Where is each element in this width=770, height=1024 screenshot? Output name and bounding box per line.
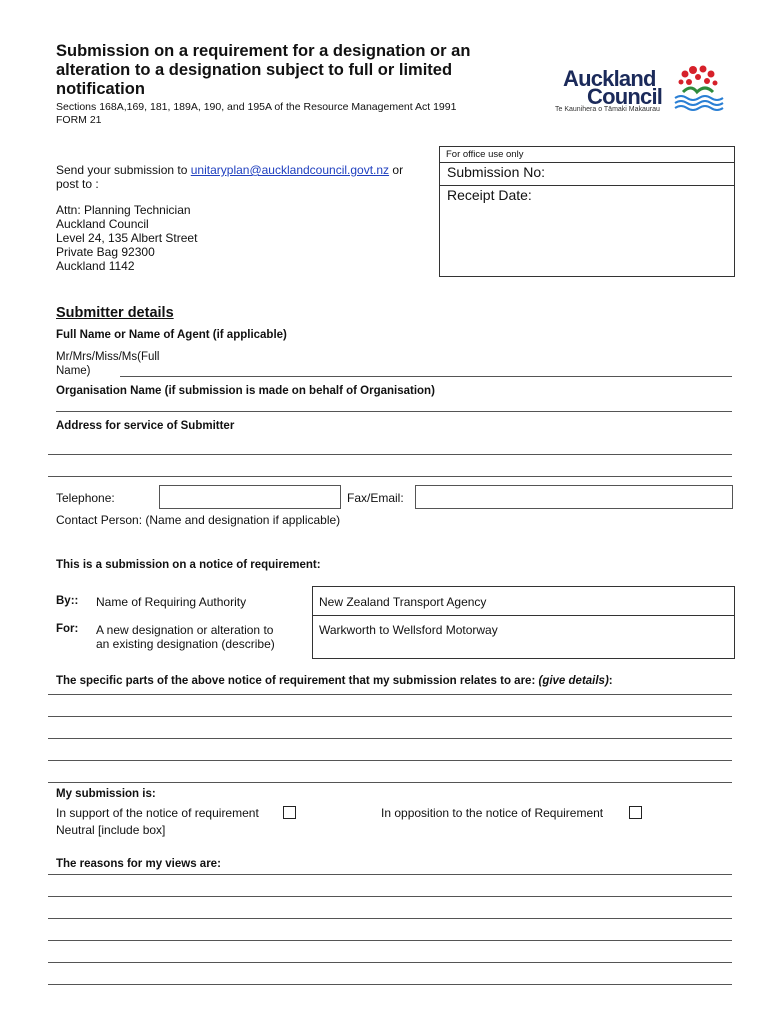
office-use-heading: For office use only [446,149,524,160]
logo-word-council: Council [587,84,663,109]
submitter-details-heading: Submitter details [56,305,174,321]
by-description: Name of Requiring Authority [96,595,247,609]
details-line[interactable] [48,716,732,717]
for-label: For: [56,623,79,635]
reasons-heading: The reasons for my views are: [56,858,221,870]
full-name-field[interactable] [120,376,732,377]
fax-email-label: Fax/Email: [347,491,404,505]
form-subtitle [56,101,456,127]
my-submission-heading: My submission is: [56,788,156,800]
support-checkbox[interactable] [283,806,296,819]
title-line: Name) [56,365,91,377]
details-line[interactable] [48,738,732,739]
email-link[interactable]: unitaryplan@aucklandcouncil.govt.nz [190,163,390,177]
details-line[interactable] [48,760,732,761]
telephone-input[interactable] [159,485,341,509]
telephone-label: Telephone: [56,491,115,505]
reasons-line[interactable] [48,962,732,963]
pohutukawa-icon [665,62,729,114]
address-line: Attn: Planning Technician [56,203,191,217]
postal-address [56,203,197,273]
parts-heading-italic: (give details) [538,675,609,687]
requirement-heading: This is a submission on a notice of requirement: [56,559,321,571]
address-field-line[interactable] [48,476,732,477]
designation-value[interactable]: Warkworth to Wellsford Motorway [319,623,498,637]
by-label: By:: [56,595,79,607]
logo-word-auckland: Auckland [563,66,656,91]
title-line: Mr/Mrs/Miss/Ms(Full [56,351,160,363]
specific-parts-heading [56,675,613,687]
reasons-line[interactable] [48,874,732,875]
send-suffix: or [392,163,404,177]
neutral-label: Neutral [include box] [56,823,166,837]
send-instructions [56,163,436,191]
reasons-line[interactable] [48,940,732,941]
reasons-line[interactable] [48,918,732,919]
support-label: In support of the notice of requirement [56,806,259,820]
logo-tagline: Te Kaunihera o Tāmaki Makaurau [555,106,660,113]
parts-heading-text: The specific parts of the above notice of requirement that my submission relates to are: [56,675,539,687]
for-description [96,623,275,651]
oppose-label: In opposition to the notice of Requirement [381,806,604,820]
organisation-label: Organisation Name (if submission is made on behalf of Organisation) [56,385,435,397]
for-desc-line: an existing designation (describe) [96,637,275,651]
send-prefix: Send your submission to [56,163,188,177]
organisation-field[interactable] [56,411,732,412]
address-line: Auckland Council [56,217,149,231]
office-use-box [439,146,735,277]
address-field-line[interactable] [48,454,732,455]
address-line: Private Bag 92300 [56,245,155,259]
contact-person-label: Contact Person: (Name and designation if applicable) [56,513,341,527]
for-desc-line: A new designation or alteration to [96,623,274,637]
details-line[interactable] [48,782,732,783]
details-line[interactable] [48,694,732,695]
requiring-authority-value[interactable]: New Zealand Transport Agency [319,595,487,609]
requirement-table [312,586,735,659]
post-to: post to : [56,177,99,191]
parts-heading-suffix: : [608,675,613,687]
address-label: Address for service of Submitter [56,420,235,432]
oppose-checkbox[interactable] [629,806,642,819]
form-title: Submission on a requirement for a designation or an alteration to a designation subject to full or limited notification [56,42,471,98]
auckland-council-logo [553,62,738,122]
full-name-label: Full Name or Name of Agent (if applicable) [56,329,287,341]
title-label [56,350,159,378]
address-line: Level 24, 135 Albert Street [56,231,198,245]
address-line: Auckland 1142 [56,259,135,273]
receipt-date-label: Receipt Date: [447,187,532,203]
reasons-line[interactable] [48,896,732,897]
fax-email-input[interactable] [415,485,733,509]
sections-text: Sections 168A,169, 181, 189A, 190, and 195A of the Resource Management Act 1991 [56,101,457,113]
reasons-line[interactable] [48,984,732,985]
form-number: FORM 21 [56,114,102,126]
submission-number-label: Submission No: [447,164,546,180]
